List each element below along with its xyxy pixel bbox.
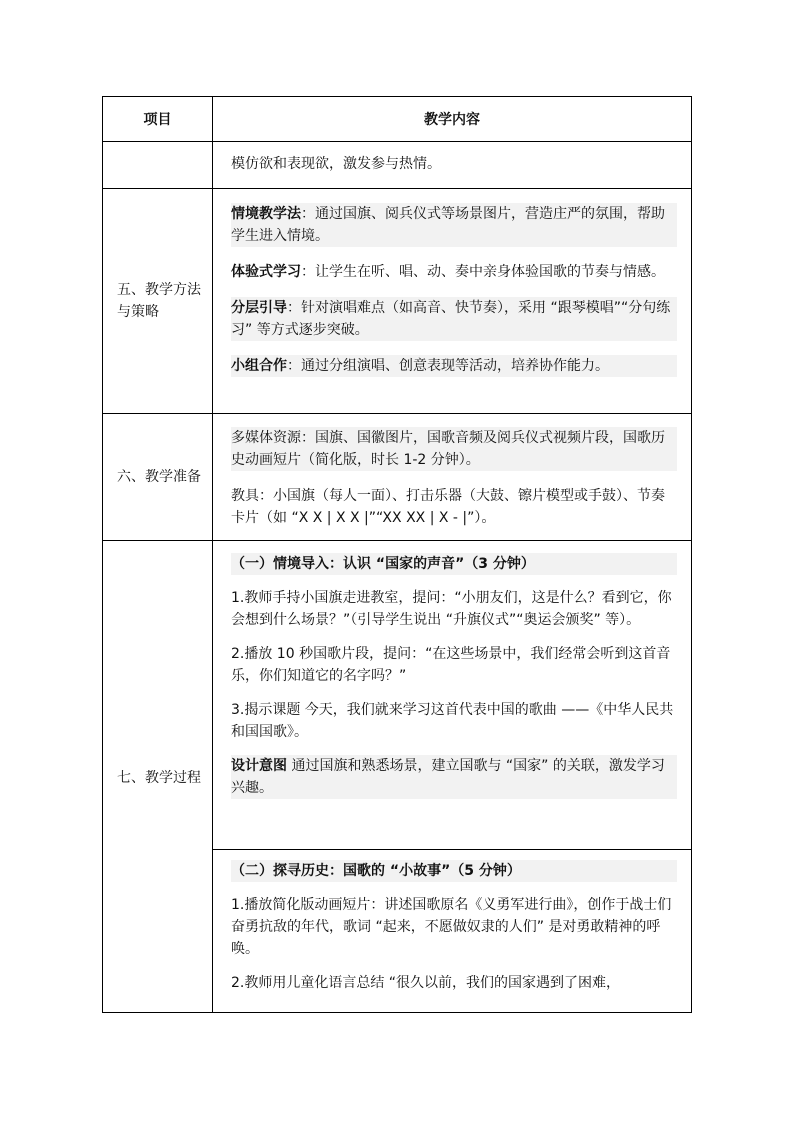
header-item: 项目 xyxy=(143,112,172,128)
row-divider xyxy=(103,141,691,142)
label-preparation: 六、教学准备 xyxy=(117,469,201,485)
process-item: 3.揭示课题 今天，我们就来学习这首代表中国的歌曲 ——《中华人民共和国国歌》。 xyxy=(231,702,674,740)
method-item: 情境教学法：通过国旗、阅兵仪式等场景图片，营造庄严的氛围，帮助学生进入情境。 xyxy=(231,203,677,247)
row-continuation xyxy=(213,153,691,175)
preparation-item: 多媒体资源：国旗、国徽图片，国歌音频及阅兵仪式视频片段，国歌历史动画短片（简化版，时长 1-2 分钟）。 xyxy=(231,427,677,471)
method-item: 体验式学习：让学生在听、唱、动、奏中亲身体验国歌的节奏与情感。 xyxy=(231,264,665,280)
methods-content xyxy=(213,203,691,377)
preparation-content xyxy=(213,427,691,529)
header-content: 教学内容 xyxy=(424,112,480,128)
process-section-2 xyxy=(213,860,691,994)
continuation-text: 模仿欲和表现欲，激发参与热情。 xyxy=(231,156,441,172)
label-process: 七、教学过程 xyxy=(117,769,201,786)
preparation-item: 教具：小国旗（每人一面）、打击乐器（大鼓、镲片模型或手鼓）、节奏卡片（如 “X X | X X |”“XX XX | X - |”）。 xyxy=(231,488,665,526)
section-title: （一）情境导入：认识 “国家的声音”（3 分钟） xyxy=(231,553,677,575)
section-divider xyxy=(213,849,691,850)
label-methods: 五、教学方法与策略 xyxy=(117,282,201,320)
process-item: 1.教师手持小国旗走进教室，提问：“小朋友们，这是什么？看到它，你会想到什么场景？”（引导学生说出 “升旗仪式”“奥运会颁奖” 等）。 xyxy=(231,590,672,628)
method-item: 分层引导：针对演唱难点（如高音、快节奏），采用 “跟琴模唱”“分句练习” 等方式逐步突破。 xyxy=(231,297,677,341)
design-intent: 设计意图 通过国旗和熟悉场景，建立国歌与 “国家” 的关联，激发学习兴趣。 xyxy=(231,755,677,799)
section-title: （二）探寻历史：国歌的 “小故事”（5 分钟） xyxy=(231,860,677,882)
method-item: 小组合作：通过分组演唱、创意表现等活动，培养协作能力。 xyxy=(231,355,677,377)
lesson-plan-table xyxy=(102,96,692,1013)
process-section-1 xyxy=(213,553,691,799)
process-item: 1.播放简化版动画短片：讲述国歌原名《义勇军进行曲》，创作于战士们奋勇抗敌的年代，歌词 “起来，不愿做奴隶的人们” 是对勇敢精神的呼唤。 xyxy=(231,897,672,957)
process-item: 2.教师用儿童化语言总结 “很久以前，我们的国家遇到了困难， xyxy=(231,975,621,991)
process-item: 2.播放 10 秒国歌片段，提问：“在这些场景中，我们经常会听到这首音乐，你们知道它的名字吗？” xyxy=(231,646,671,684)
